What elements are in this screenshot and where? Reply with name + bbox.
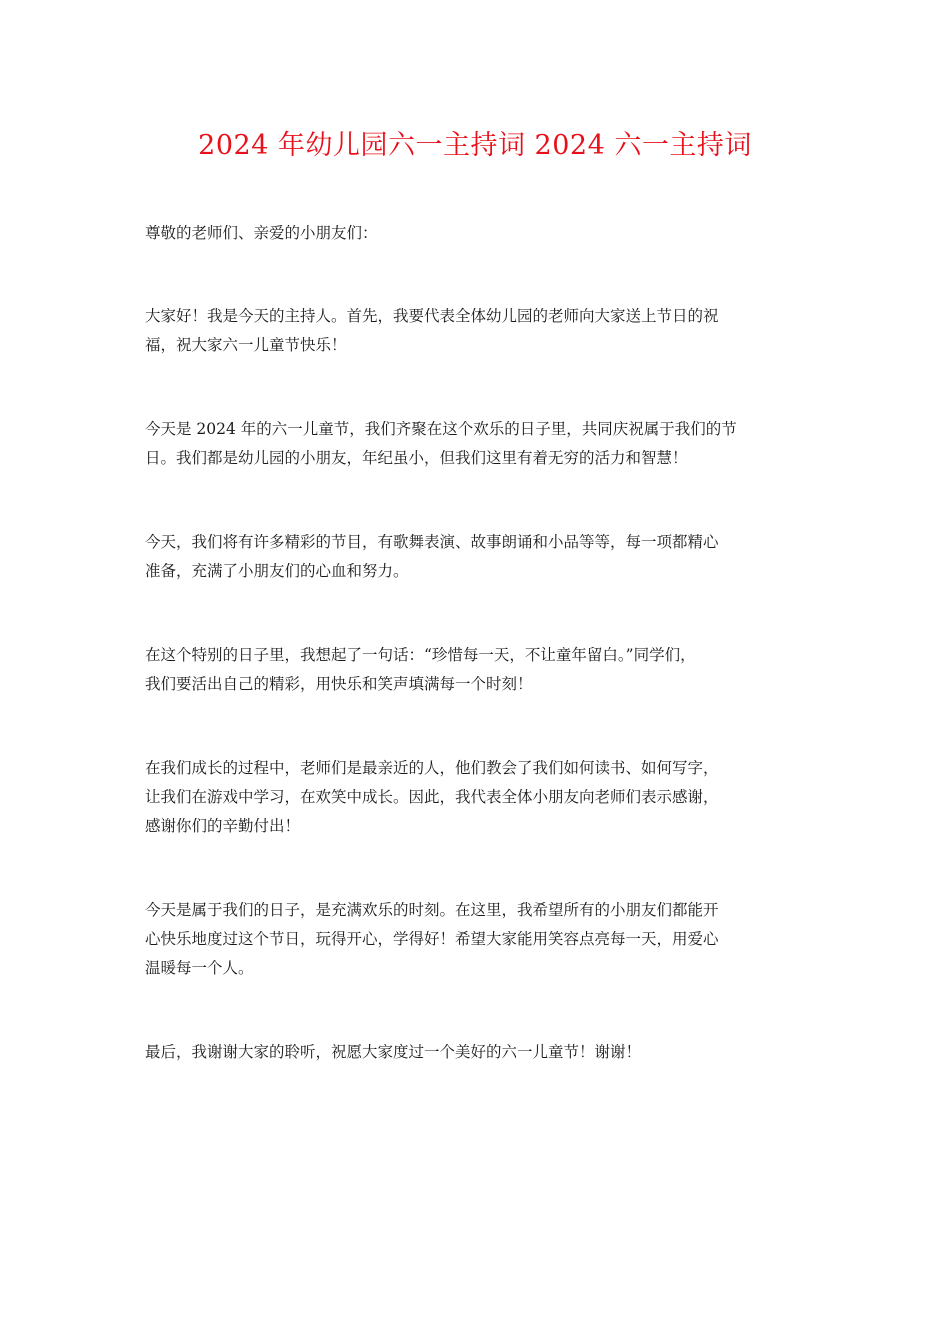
document-title: 2024 年幼儿园六一主持词 2024 六一主持词: [198, 130, 752, 161]
paragraph-program: [145, 528, 811, 586]
paragraph-thanks-teachers: [145, 754, 811, 841]
paragraph-line: 温暖每一个人。: [145, 959, 254, 977]
paragraph-line: 大家好！我是今天的主持人。首先，我要代表全体幼儿园的老师向大家送上节日的祝: [145, 307, 719, 325]
paragraph-line: 在这个特别的日子里，我想起了一句话：“珍惜每一天，不让童年留白。”同学们，: [145, 646, 696, 664]
paragraph-line: 准备，充满了小朋友们的心血和努力。: [145, 562, 409, 580]
paragraph-line: 尊敬的老师们、亲爱的小朋友们：: [145, 224, 378, 242]
paragraph-line: 今天是 2024 年的六一儿童节，我们齐聚在这个欢乐的日子里，共同庆祝属于我们的节: [145, 420, 737, 438]
paragraph-line: 我们要活出自己的精彩，用快乐和笑声填满每一个时刻！: [145, 675, 533, 693]
paragraph-quote: [145, 641, 811, 699]
paragraph-line: 在我们成长的过程中，老师们是最亲近的人，他们教会了我们如何读书、如何写字，: [145, 759, 719, 777]
paragraph-line: 让我们在游戏中学习，在欢笑中成长。因此，我代表全体小朋友向老师们表示感谢，: [145, 788, 719, 806]
paragraph-celebration: [145, 415, 811, 473]
paragraph-line: 福，祝大家六一儿童节快乐！: [145, 336, 347, 354]
paragraph-greeting: [145, 219, 811, 248]
paragraph-line: 今天是属于我们的日子，是充满欢乐的时刻。在这里，我希望所有的小朋友们都能开: [145, 901, 719, 919]
paragraph-closing: [145, 1038, 811, 1067]
paragraph-line: 最后，我谢谢大家的聆听，祝愿大家度过一个美好的六一儿童节！谢谢！: [145, 1043, 642, 1061]
paragraph-line: 心快乐地度过这个节日，玩得开心，学得好！希望大家能用笑容点亮每一天，用爱心: [145, 930, 719, 948]
paragraph-wishes: [145, 896, 811, 983]
paragraph-welcome: [145, 302, 811, 360]
paragraph-line: 今天，我们将有许多精彩的节目，有歌舞表演、故事朗诵和小品等等，每一项都精心: [145, 533, 719, 551]
paragraph-line: 感谢你们的辛勤付出！: [145, 817, 301, 835]
paragraph-line: 日。我们都是幼儿园的小朋友，年纪虽小，但我们这里有着无穷的活力和智慧！: [145, 449, 688, 467]
